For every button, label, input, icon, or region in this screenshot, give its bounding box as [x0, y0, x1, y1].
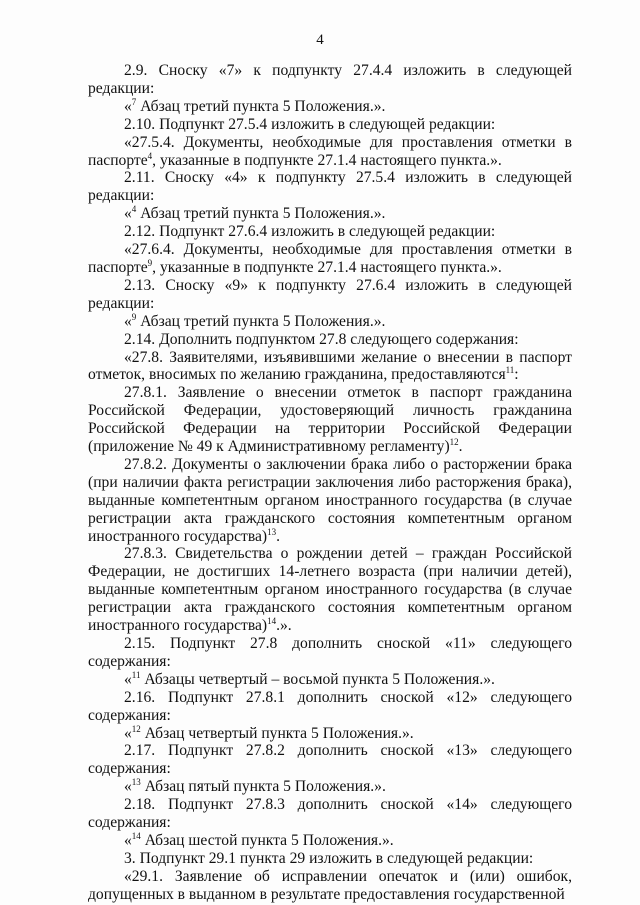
paragraph: «$^{11}$ Абзацы четвертый – восьмой пункта 5 Положения.». [124, 669, 495, 688]
paragraph: 2.16. Подпункт 27.8.1 дополнить сноской «12» следующего содержания: [88, 688, 572, 724]
paragraph: 2.12. Подпункт 27.6.4 изложить в следующей редакции: [124, 223, 496, 241]
paragraph: «$^{12}$ Абзац четвертый пункта 5 Положения.». [124, 723, 414, 742]
paragraph: «$^9$ Абзац третий пункта 5 Положения.». [124, 311, 386, 330]
paragraph: «$^{14}$ Абзац шестой пункта 5 Положения.». [124, 830, 394, 849]
paragraph: 2.9. Сноску «7» к подпункту 27.4.4 изложить в следующей редакции: [88, 62, 572, 97]
paragraph: 3. Подпункт 29.1 пункта 29 изложить в следующей редакции: [124, 849, 534, 867]
paragraph: 27.8.1. Заявление о внесении отметок в паспорт гражданина Российской Федерации, удостоверяющий личность гражданина Российской Федерации на территории Российской Федерации (приложение № 49 к Административному регламенту)$^{12}$. [88, 384, 572, 456]
paragraph: 27.8.3. Свидетельства о рождении детей – граждан Российской Федерации, не достигших 14-летнего возраста (при наличии детей), выданные компетентным органом иностранного государства (в случае регистрации акта гражданского состояния компетентным органом иностранного государства)$^{14}$.». [88, 545, 572, 635]
paragraph: «27.8. Заявителями, изъявившими желание о внесении в паспорт отметок, вносимых по желанию гражданина, предоставляются$^{11}$: [88, 348, 572, 384]
paragraph: 2.14. Дополнить подпунктом 27.8 следующего содержания: [124, 330, 519, 348]
paragraph: 27.8.2. Документы о заключении брака либо о расторжении брака (при наличии факта регистрации заключения либо расторжения брака), выданные компетентным органом иностранного государства (в случае регистрации акта гражданского состояния компетентным органом иностранного государства)$^{13}$. [88, 455, 572, 545]
paragraph: 2.17. Подпункт 27.8.2 дополнить сноской «13» следующего содержания: [88, 742, 572, 778]
paragraph: «29.1. Заявление об исправлении опечаток и (или) ошибок, допущенных в выданном в результате предоставления государственной [88, 867, 572, 903]
page-number: 4 [316, 32, 324, 48]
paragraph: «27.6.4. Документы, необходимые для проставления отметки в паспорте$^9$, указанные в подпункте 27.1.4 настоящего пункта.». [88, 241, 572, 276]
document-body [88, 62, 572, 904]
paragraph: «$^{13}$ Абзац пятый пункта 5 Положения.». [124, 777, 386, 796]
paragraph: «$^7$ Абзац третий пункта 5 Положения.». [124, 96, 386, 115]
paragraph: «$^4$ Абзац третий пункта 5 Положения.». [124, 204, 386, 223]
paragraph: «27.5.4. Документы, необходимые для проставления отметки в паспорте$^4$, указанные в подпункте 27.1.4 настоящего пункта.». [88, 133, 572, 169]
paragraph: 2.13. Сноску «9» к подпункту 27.6.4 изложить в следующей редакции: [88, 276, 572, 312]
paragraph: 2.11. Сноску «4» к подпункту 27.5.4 изложить в следующей редакции: [88, 169, 572, 205]
paragraph: 2.10. Подпункт 27.5.4 изложить в следующей редакции: [124, 115, 496, 133]
paragraph: 2.18. Подпункт 27.8.3 дополнить сноской «14» следующего содержания: [88, 796, 572, 832]
paragraph: 2.15. Подпункт 27.8 дополнить сноской «11» следующего содержания: [88, 635, 572, 670]
